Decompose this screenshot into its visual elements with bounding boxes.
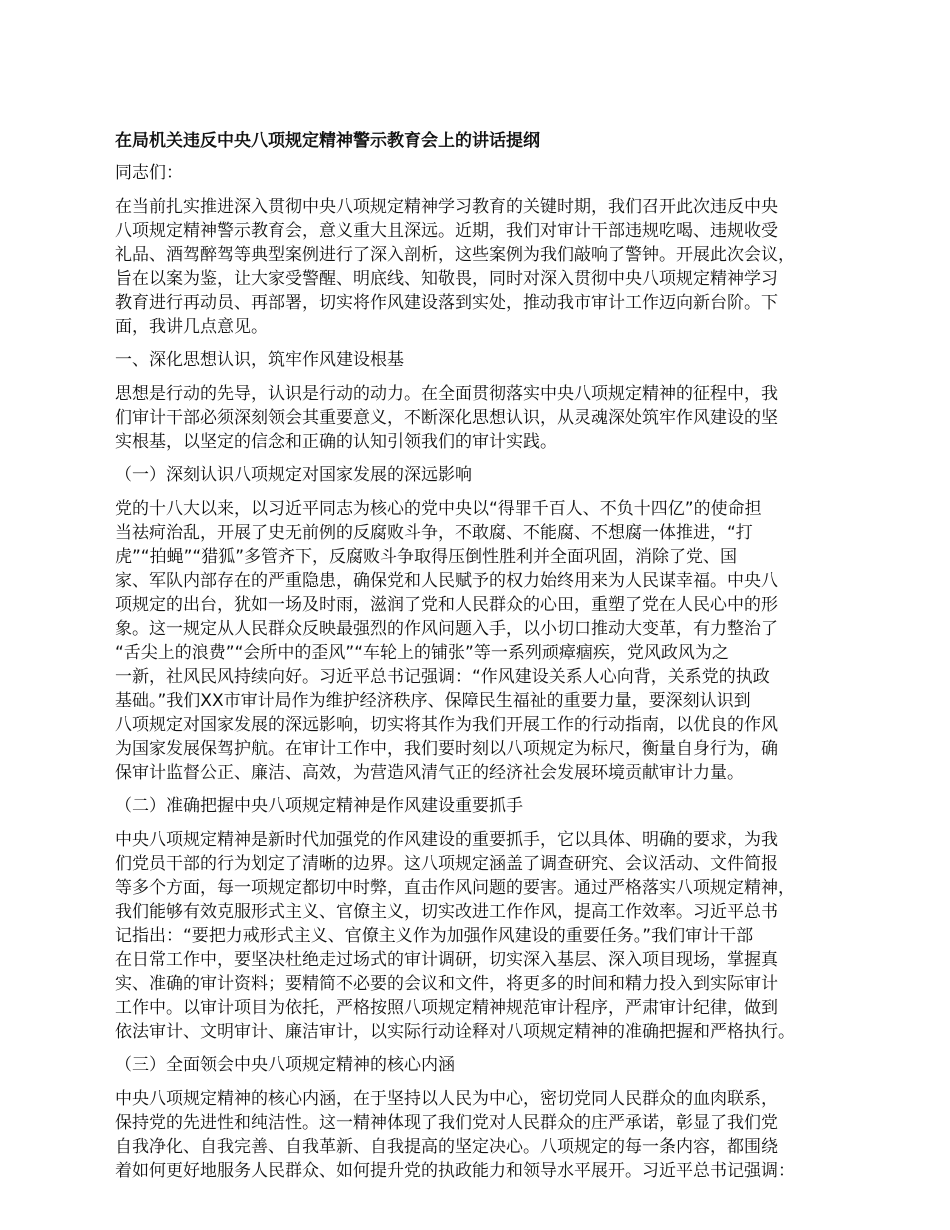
text-line: 为国家发展保驾护航。在审计工作中，我们要时刻以八项规定为标尺，衡量自身行为，确 [115, 738, 778, 759]
document-page [115, 129, 855, 1192]
subsection-2-paragraph [115, 828, 855, 1044]
intro-paragraph [115, 195, 855, 339]
text-line: 家、军队内部存在的严重隐患，确保党和人民赋予的权力始终用来为人民谋幸福。中央八 [115, 570, 778, 591]
text-line: 中央八项规定精神的核心内涵，在于坚持以人民为中心，密切党同人民群众的血肉联系， [115, 1088, 778, 1109]
subsection-3-paragraph [115, 1087, 855, 1183]
text-line: 思想是行动的先导，认识是行动的动力。在全面贯彻落实中央八项规定精神的征程中，我 [115, 383, 778, 404]
text-line: 项规定的出台，犹如一场及时雨，滋润了党和人民群众的心田，重塑了党在人民心中的形 [115, 594, 778, 615]
subsection-3-heading: （三）全面领会中央八项规定精神的核心内涵 [115, 1055, 455, 1075]
text-line: 教育进行再动员、再部署，切实将作风建设落到实处，推动我市审计工作迈向新台阶。下 [115, 292, 778, 313]
text-line: 自我净化、自我完善、自我革新、自我提高的坚定决心。八项规定的每一条内容，都围绕 [115, 1136, 778, 1157]
text-line: 旨在以案为鉴，让大家受警醒、明底线、知敬畏，同时对深入贯彻中央八项规定精神学习 [115, 268, 778, 289]
text-line: 八项规定精神警示教育会，意义重大且深远。近期，我们对审计干部违规吃喝、违规收受 [115, 220, 778, 241]
text-line: 实根基，以坚定的信念和正确的认知引领我们的审计实践。 [115, 431, 557, 452]
text-line: 虎”“拍蝇”“猎狐”多管齐下，反腐败斗争取得压倒性胜利并全面巩固，消除了党、国 [115, 546, 738, 567]
salutation: 同志们： [115, 163, 183, 183]
text-line: 八项规定对国家发展的深远影响，切实将其作为我们开展工作的行动指南，以优良的作风 [115, 714, 778, 735]
text-line: 面，我讲几点意见。 [115, 316, 268, 337]
text-line: 基础。”我们XX市审计局作为维护经济秩序、保障民生福祉的重要力量，要深刻认识到 [115, 690, 751, 711]
subsection-1-heading: （一）深刻认识八项规定对国家发展的深远影响 [115, 465, 472, 485]
text-line: 等多个方面，每一项规定都切中时弊，直击作风问题的要害。通过严格落实八项规定精神， [115, 877, 795, 898]
text-line: 着如何更好地服务人民群众、如何提升党的执政能力和领导水平展开。习近平总书记强调： [115, 1160, 795, 1181]
text-line: 在当前扎实推进深入贯彻中央八项规定精神学习教育的关键时期，我们召开此次违反中央 [115, 196, 778, 217]
text-line: 依法审计、文明审计、廉洁审计，以实际行动诠释对八项规定精神的准确把握和严格执行。 [115, 1021, 795, 1042]
text-line: 保审计监督公正、廉洁、高效，为营造风清气正的经济社会发展环境贡献审计力量。 [115, 762, 744, 783]
text-line: 当祛疴治乱，开展了史无前例的反腐败斗争，不敢腐、不能腐、不想腐一体推进，“打 [115, 522, 753, 543]
text-line: 我们能够有效克服形式主义、官僚主义，切实改进工作作风，提高工作效率。习近平总书 [115, 901, 778, 922]
text-line: 党的十八大以来，以习近平同志为核心的党中央以“得罪千百人、不负十四亿”的使命担 [115, 498, 762, 519]
subsection-1-paragraph [115, 497, 855, 785]
text-line: 们党员干部的行为划定了清晰的边界。这八项规定涵盖了调查研究、会议活动、文件简报 [115, 853, 778, 874]
text-line: 礼品、酒驾醉驾等典型案例进行了深入剖析，这些案例为我们敲响了警钟。开展此次会议， [115, 244, 795, 265]
text-line: 保持党的先进性和纯洁性。这一精神体现了我们党对人民群众的庄严承诺，彰显了我们党 [115, 1112, 778, 1133]
text-line: 象。这一规定从人民群众反映最强烈的作风问题入手，以小切口推动大变革，有力整治了 [115, 618, 778, 639]
subsection-2-heading: （二）准确把握中央八项规定精神是作风建设重要抓手 [115, 796, 523, 816]
text-line: 记指出：“要把力戒形式主义、官僚主义作为加强作风建设的重要任务。”我们审计干部 [115, 925, 754, 946]
document-title: 在局机关违反中央八项规定精神警示教育会上的讲话提纲 [115, 131, 540, 151]
section-1-heading: 一、深化思想认识，筑牢作风建设根基 [115, 350, 404, 370]
text-line: 一新，社风民风持续向好。习近平总书记强调：“作风建设关系人心向背，关系党的执政 [115, 666, 770, 687]
text-line: 实、准确的审计资料；要精简不必要的会议和文件，将更多的时间和精力投入到实际审计 [115, 973, 778, 994]
text-line: 在日常工作中，要坚决杜绝走过场式的审计调研，切实深入基层、深入项目现场，掌握真 [115, 949, 778, 970]
text-line: 中央八项规定精神是新时代加强党的作风建设的重要抓手，它以具体、明确的要求，为我 [115, 829, 778, 850]
text-line: 们审计干部必须深刻领会其重要意义，不断深化思想认识，从灵魂深处筑牢作风建设的坚 [115, 407, 778, 428]
text-line: “舌尖上的浪费”“会所中的歪风”“车轮上的铺张”等一系列顽瘴痼疾，党风政风为之 [115, 642, 729, 663]
section-1-paragraph [115, 382, 855, 454]
text-line: 工作中。以审计项目为依托，严格按照八项规定精神规范审计程序，严肃审计纪律，做到 [115, 997, 778, 1018]
